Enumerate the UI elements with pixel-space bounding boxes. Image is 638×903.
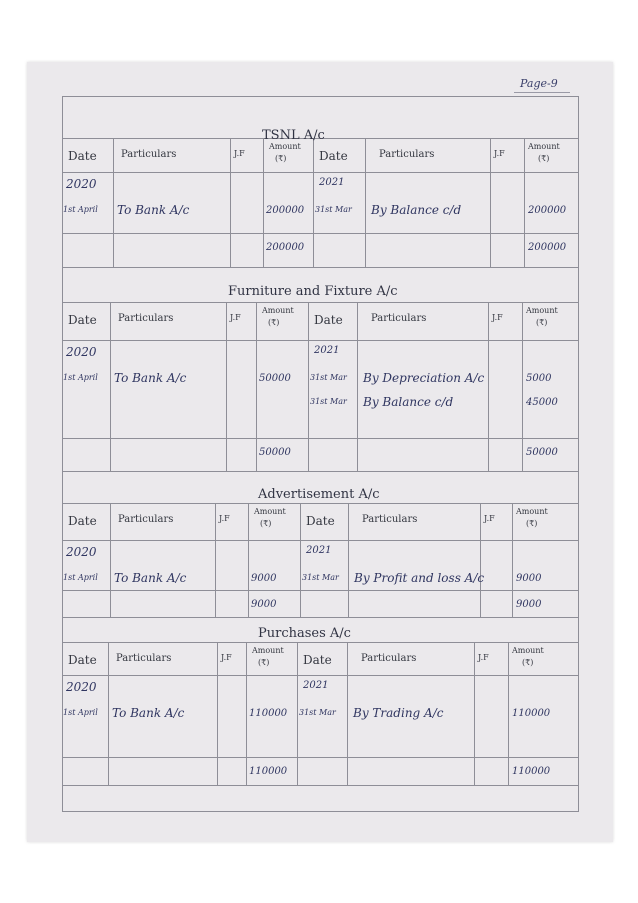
account-3-title: Purchases A/c	[258, 626, 351, 641]
account-0-bottom-line	[62, 267, 578, 268]
header-date: Date	[68, 149, 97, 163]
credit-total: 110000	[512, 766, 551, 777]
header-particulars: Particulars	[116, 653, 172, 664]
debit-particulars: To Bank A/c	[112, 706, 185, 720]
debit-date: 1st April	[63, 708, 98, 717]
account-2-column-line	[248, 503, 249, 617]
account-1-column-line	[522, 302, 523, 471]
header-date: Date	[68, 514, 97, 528]
account-0-header-bottom-line	[62, 172, 578, 173]
debit-date: 1st April	[63, 205, 98, 214]
debit-total: 9000	[251, 599, 277, 610]
header-amount: Amount	[262, 306, 294, 315]
header-particulars: Particulars	[118, 313, 174, 324]
account-0-column-line	[230, 138, 231, 267]
account-3-bottom-line	[62, 785, 578, 786]
debit-date: 1st April	[63, 373, 98, 382]
credit-year: 2021	[303, 680, 329, 691]
header-date: Date	[68, 313, 97, 327]
credit-date: 31st Mar	[315, 205, 352, 214]
credit-particulars: By Balance c/d	[363, 395, 454, 409]
account-2-header-bottom-line	[62, 540, 578, 541]
header-rupee: (₹)	[275, 154, 287, 163]
header-jf: J.F	[219, 514, 230, 523]
account-2-column-line	[215, 503, 216, 617]
account-0-column-line	[263, 138, 264, 267]
account-2-title: Advertisement A/c	[258, 487, 380, 502]
account-1-column-line	[488, 302, 489, 471]
account-3-header-bottom-line	[62, 675, 578, 676]
credit-year: 2021	[314, 345, 340, 356]
account-0-column-line	[113, 138, 114, 267]
credit-date: 31st Mar	[310, 397, 347, 406]
account-1-header-bottom-line	[62, 340, 578, 341]
debit-particulars: To Bank A/c	[114, 571, 187, 585]
header-rupee: (₹)	[526, 519, 538, 528]
debit-year: 2020	[66, 545, 97, 559]
header-amount: Amount	[252, 646, 284, 655]
page-frame-bottom	[62, 811, 579, 812]
credit-total: 9000	[516, 599, 542, 610]
account-2-total-line	[62, 590, 578, 591]
debit-particulars: To Bank A/c	[114, 371, 187, 385]
account-1-column-line	[226, 302, 227, 471]
account-3-column-line	[508, 642, 509, 785]
header-jf: J.F	[494, 149, 505, 158]
account-3-total-line	[62, 757, 578, 758]
header-particulars: Particulars	[379, 149, 435, 160]
account-1-column-line	[110, 302, 111, 471]
header-rupee: (₹)	[260, 519, 272, 528]
account-1-total-line	[62, 438, 578, 439]
header-jf: J.F	[484, 514, 495, 523]
credit-amount: 200000	[528, 205, 567, 216]
header-jf: J.F	[234, 149, 245, 158]
account-0-total-line	[62, 233, 578, 234]
credit-year: 2021	[306, 545, 332, 556]
header-amount: Amount	[516, 507, 548, 516]
credit-amount: 9000	[516, 573, 542, 584]
header-date: Date	[314, 313, 343, 327]
debit-total: 110000	[249, 766, 288, 777]
account-0-column-line	[490, 138, 491, 267]
debit-particulars: To Bank A/c	[117, 203, 190, 217]
header-jf: J.F	[478, 653, 489, 662]
debit-total: 200000	[266, 242, 305, 253]
account-1-title: Furniture and Fixture A/c	[228, 284, 398, 299]
account-1-header-top-line	[62, 302, 578, 303]
credit-particulars: By Trading A/c	[353, 706, 444, 720]
account-3-column-line	[347, 642, 348, 785]
page-frame-right	[578, 96, 579, 812]
credit-particulars: By Profit and loss A/c	[354, 571, 485, 585]
credit-year: 2021	[319, 177, 345, 188]
header-rupee: (₹)	[536, 318, 548, 327]
credit-amount: 45000	[526, 397, 558, 408]
account-2-column-line	[110, 503, 111, 617]
header-particulars: Particulars	[121, 149, 177, 160]
account-1-column-line	[357, 302, 358, 471]
account-3-header-top-line	[62, 642, 578, 643]
header-date: Date	[68, 653, 97, 667]
credit-total: 200000	[528, 242, 567, 253]
debit-amount: 110000	[249, 708, 288, 719]
account-3-column-line	[246, 642, 247, 785]
account-0-column-line	[365, 138, 366, 267]
header-amount: Amount	[528, 142, 560, 151]
header-rupee: (₹)	[522, 658, 534, 667]
header-date: Date	[303, 653, 332, 667]
account-0-column-line	[313, 138, 314, 267]
credit-particulars: By Depreciation A/c	[363, 371, 485, 385]
account-3-column-line	[474, 642, 475, 785]
debit-year: 2020	[66, 345, 97, 359]
account-3-column-line	[108, 642, 109, 785]
header-particulars: Particulars	[118, 514, 174, 525]
account-2-column-line	[512, 503, 513, 617]
header-particulars: Particulars	[362, 514, 418, 525]
credit-total: 50000	[526, 447, 558, 458]
header-rupee: (₹)	[268, 318, 280, 327]
account-2-bottom-line	[62, 617, 578, 618]
credit-date: 31st Mar	[302, 573, 339, 582]
account-1-column-line	[256, 302, 257, 471]
header-particulars: Particulars	[371, 313, 427, 324]
account-0-column-line	[524, 138, 525, 267]
account-1-column-line	[308, 302, 309, 471]
credit-date: 31st Mar	[310, 373, 347, 382]
header-jf: J.F	[492, 313, 503, 322]
account-1-bottom-line	[62, 471, 578, 472]
account-3-column-line	[297, 642, 298, 785]
debit-amount: 50000	[259, 373, 291, 384]
header-jf: J.F	[230, 313, 241, 322]
page-frame-top	[62, 96, 579, 97]
account-3-column-line	[217, 642, 218, 785]
account-2-column-line	[480, 503, 481, 617]
account-2-column-line	[300, 503, 301, 617]
account-2-header-top-line	[62, 503, 578, 504]
debit-year: 2020	[66, 177, 97, 191]
page-frame-left	[62, 96, 63, 812]
page-number-underline	[514, 92, 570, 93]
header-particulars: Particulars	[361, 653, 417, 664]
credit-amount: 5000	[526, 373, 552, 384]
header-amount: Amount	[254, 507, 286, 516]
header-date: Date	[306, 514, 335, 528]
header-rupee: (₹)	[538, 154, 550, 163]
account-2-column-line	[348, 503, 349, 617]
debit-amount: 9000	[251, 573, 277, 584]
header-jf: J.F	[221, 653, 232, 662]
credit-date: 31st Mar	[299, 708, 336, 717]
page-number: Page-9	[520, 77, 558, 90]
credit-particulars: By Balance c/d	[371, 203, 462, 217]
header-amount: Amount	[269, 142, 301, 151]
credit-amount: 110000	[512, 708, 551, 719]
header-rupee: (₹)	[258, 658, 270, 667]
debit-amount: 200000	[266, 205, 305, 216]
debit-total: 50000	[259, 447, 291, 458]
debit-year: 2020	[66, 680, 97, 694]
header-amount: Amount	[526, 306, 558, 315]
debit-date: 1st April	[63, 573, 98, 582]
header-amount: Amount	[512, 646, 544, 655]
header-date: Date	[319, 149, 348, 163]
account-0-title: TSNL A/c	[262, 128, 325, 143]
